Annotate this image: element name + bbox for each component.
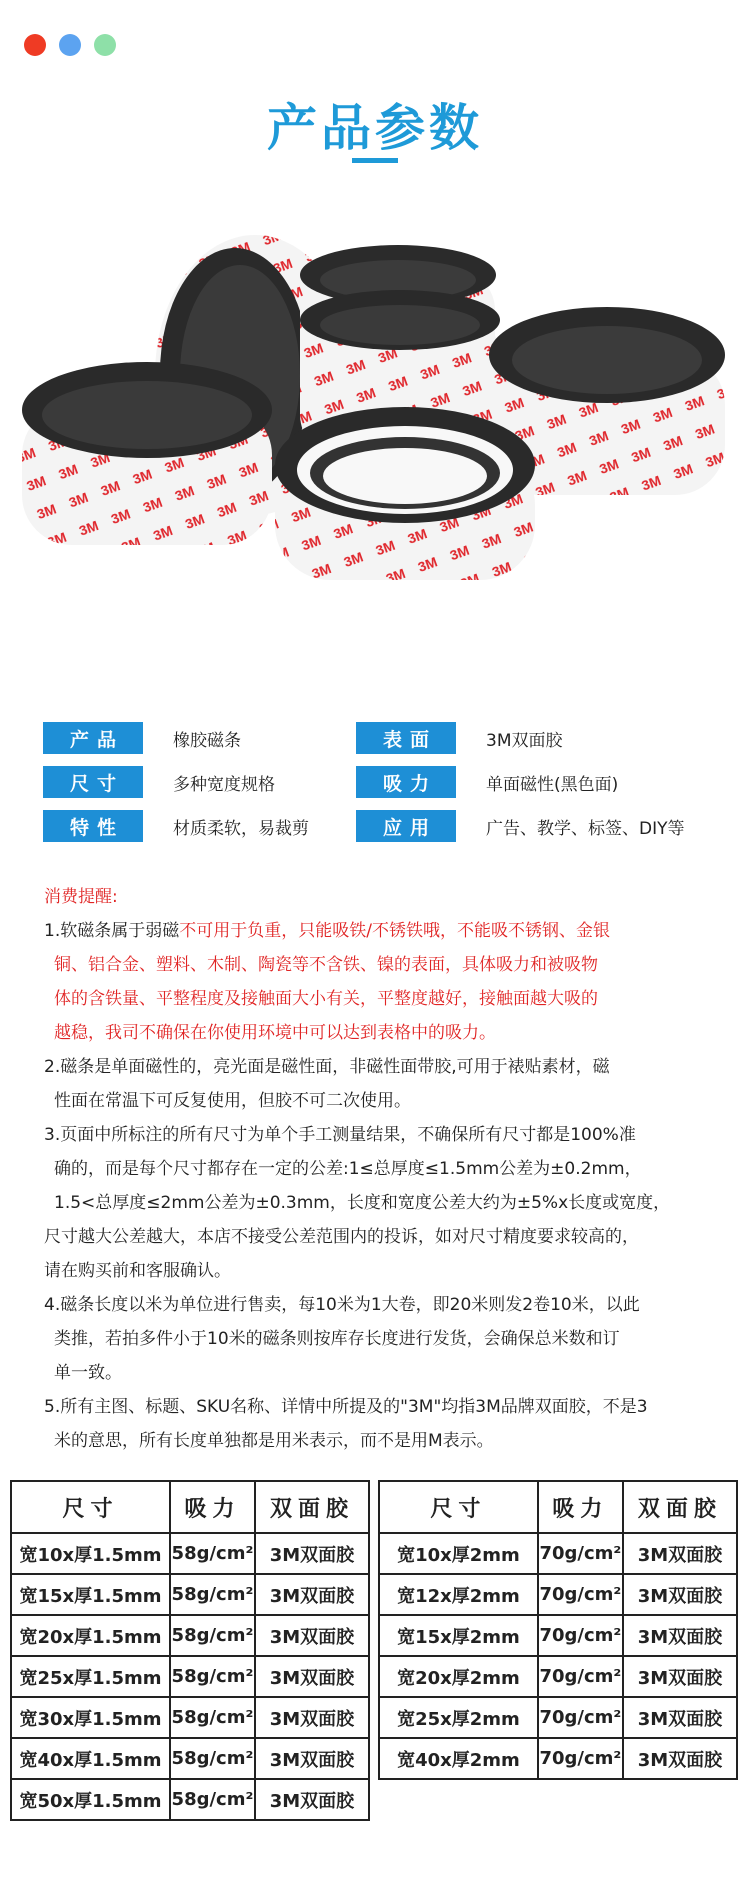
force-cell: 70g/cm² (538, 1656, 623, 1697)
notice-item-2: 2.磁条是单面磁性的，亮光面是磁性面，非磁性面带胶,可用于裱贴素材，磁 (44, 1057, 610, 1077)
param-row (356, 766, 618, 798)
param-label: 应用 (356, 810, 456, 842)
header-tape: 双面胶 (255, 1481, 369, 1533)
tape-cell: 3M双面胶 (623, 1656, 737, 1697)
notice-line: 单一致。 (54, 1363, 122, 1383)
tape-cell: 3M双面胶 (255, 1779, 369, 1820)
consumer-notice (44, 880, 734, 1458)
table-row (11, 1615, 369, 1656)
tape-cell: 3M双面胶 (255, 1656, 369, 1697)
table-row (11, 1779, 369, 1820)
notice-warning-line: 体的含铁量、平整程度及接触面大小有关，平整度越好，接触面越大吸的 (54, 989, 598, 1009)
size-cell: 宽15x厚1.5mm (11, 1574, 170, 1615)
header-size: 尺寸 (11, 1481, 170, 1533)
header-tape: 双面胶 (623, 1481, 737, 1533)
param-row (43, 810, 309, 842)
param-value: 单面磁性(黑色面) (486, 774, 619, 795)
size-cell: 宽10x厚1.5mm (11, 1533, 170, 1574)
force-cell: 58g/cm² (170, 1615, 255, 1656)
size-cell: 宽20x厚1.5mm (11, 1615, 170, 1656)
tape-cell: 3M双面胶 (255, 1615, 369, 1656)
table-row (11, 1533, 369, 1574)
force-cell: 70g/cm² (538, 1533, 623, 1574)
spec-table-right (378, 1480, 738, 1780)
param-label: 产品 (43, 722, 143, 754)
table-row (11, 1656, 369, 1697)
param-label: 特性 (43, 810, 143, 842)
table-row (379, 1656, 737, 1697)
table-row (379, 1574, 737, 1615)
notice-warning: 不可用于负重，只能吸铁/不锈铁哦，不能吸不锈钢、金银 (179, 921, 610, 941)
table-header-row (11, 1481, 369, 1533)
table-header-row (379, 1481, 737, 1533)
notice-item-5: 5.所有主图、标题、SKU名称、详情中所提及的"3M"均指3M品牌双面胶，不是3 (44, 1397, 648, 1417)
param-label: 吸力 (356, 766, 456, 798)
tape-cell: 3M双面胶 (255, 1574, 369, 1615)
tape-cell: 3M双面胶 (623, 1615, 737, 1656)
force-cell: 58g/cm² (170, 1574, 255, 1615)
blue-dot (59, 34, 81, 56)
size-cell: 宽25x厚1.5mm (11, 1656, 170, 1697)
notice-item-3: 3.页面中所标注的所有尺寸为单个手工测量结果，不确保所有尺寸都是100%准 (44, 1125, 636, 1145)
force-cell: 58g/cm² (170, 1738, 255, 1779)
size-cell: 宽12x厚2mm (379, 1574, 538, 1615)
table-row (11, 1697, 369, 1738)
notice-item-1 (44, 914, 734, 948)
notice-warning-line: 铜、铝合金、塑料、木制、陶瓷等不含铁、镍的表面，具体吸力和被吸物 (54, 955, 598, 975)
notice-line: 尺寸越大公差越大，本店不接受公差范围内的投诉，如对尺寸精度要求较高的， (44, 1227, 639, 1247)
size-cell: 宽50x厚1.5mm (11, 1779, 170, 1820)
notice-line: 确的，而是每个尺寸都存在一定的公差:1≤总厚度≤1.5mm公差为±0.2mm， (54, 1159, 642, 1179)
param-label: 尺寸 (43, 766, 143, 798)
title-underline (352, 158, 398, 163)
force-cell: 58g/cm² (170, 1779, 255, 1820)
tape-cell: 3M双面胶 (255, 1697, 369, 1738)
param-value: 广告、教学、标签、DIY等 (486, 818, 685, 839)
param-value: 3M双面胶 (486, 730, 563, 751)
table-row (379, 1738, 737, 1779)
param-row (356, 810, 685, 842)
notice-title: 消费提醒: (44, 887, 118, 907)
size-cell: 宽30x厚1.5mm (11, 1697, 170, 1738)
param-row (43, 766, 275, 798)
notice-line: 米的意思，所有长度单独都是用米表示，而不是用M表示。 (54, 1431, 494, 1451)
force-cell: 58g/cm² (170, 1533, 255, 1574)
tape-cell: 3M双面胶 (255, 1738, 369, 1779)
notice-line: 请在购买前和客服确认。 (44, 1261, 231, 1281)
param-value: 多种宽度规格 (173, 774, 275, 795)
tape-cell: 3M双面胶 (255, 1533, 369, 1574)
force-cell: 58g/cm² (170, 1656, 255, 1697)
size-cell: 宽20x厚2mm (379, 1656, 538, 1697)
header-force: 吸力 (538, 1481, 623, 1533)
param-row (356, 722, 562, 754)
notice-item-4: 4.磁条长度以米为单位进行售卖，每10米为1大卷，即20米则发2卷10米，以此 (44, 1295, 640, 1315)
notice-text: 1.软磁条属于弱磁 (44, 921, 180, 941)
red-dot (24, 34, 46, 56)
table-row (379, 1615, 737, 1656)
force-cell: 58g/cm² (170, 1697, 255, 1738)
size-cell: 宽40x厚2mm (379, 1738, 538, 1779)
force-cell: 70g/cm² (538, 1738, 623, 1779)
notice-line: 性面在常温下可反复使用，但胶不可二次使用。 (54, 1091, 411, 1111)
param-label: 表面 (356, 722, 456, 754)
table-row (11, 1574, 369, 1615)
product-photo (0, 225, 750, 675)
force-cell: 70g/cm² (538, 1697, 623, 1738)
param-value: 橡胶磁条 (173, 730, 241, 751)
table-row (379, 1533, 737, 1574)
param-row (43, 722, 241, 754)
roll-front-center (275, 407, 535, 580)
page-title: 产品参数 (267, 99, 483, 157)
force-cell: 70g/cm² (538, 1615, 623, 1656)
size-cell: 宽40x厚1.5mm (11, 1738, 170, 1779)
tape-cell: 3M双面胶 (623, 1574, 737, 1615)
size-cell: 宽15x厚2mm (379, 1615, 538, 1656)
param-value: 材质柔软，易裁剪 (173, 818, 309, 839)
table-row (11, 1738, 369, 1779)
tape-cell: 3M双面胶 (623, 1533, 737, 1574)
table-row (379, 1697, 737, 1738)
window-dots (24, 34, 116, 56)
tape-cell: 3M双面胶 (623, 1738, 737, 1779)
size-cell: 宽25x厚2mm (379, 1697, 538, 1738)
tape-cell: 3M双面胶 (623, 1697, 737, 1738)
size-cell: 宽10x厚2mm (379, 1533, 538, 1574)
header-size: 尺寸 (379, 1481, 538, 1533)
green-dot (94, 34, 116, 56)
notice-line: 类推，若拍多件小于10米的磁条则按库存长度进行发货，会确保总米数和订 (54, 1329, 620, 1349)
spec-table-left (10, 1480, 370, 1821)
notice-warning-line: 越稳，我司不确保在你使用环境中可以达到表格中的吸力。 (54, 1023, 496, 1043)
notice-line: 1.5<总厚度≤2mm公差为±0.3mm，长度和宽度公差大约为±5%x长度或宽度， (54, 1193, 671, 1213)
force-cell: 70g/cm² (538, 1574, 623, 1615)
roll-front-left (22, 362, 272, 545)
header-force: 吸力 (170, 1481, 255, 1533)
